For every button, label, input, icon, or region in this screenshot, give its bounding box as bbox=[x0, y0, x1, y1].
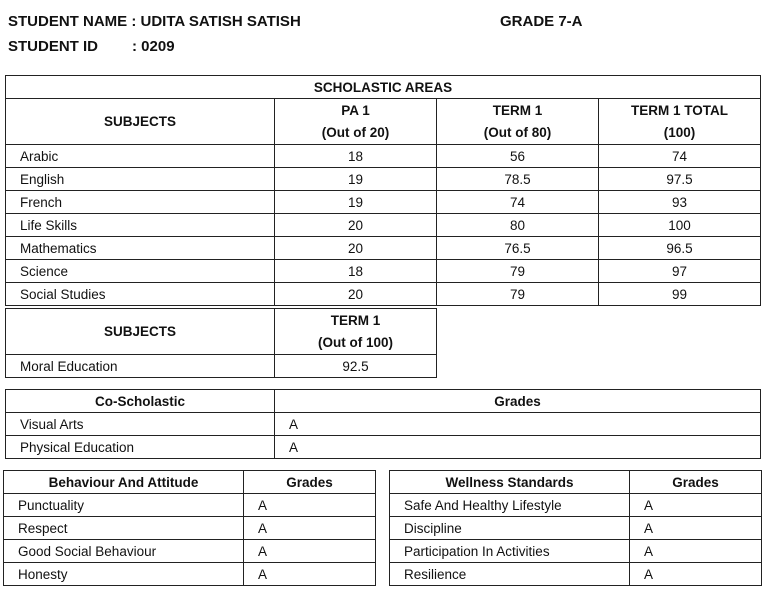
co-scholastic-table bbox=[5, 389, 761, 459]
co-scholastic-header: Co-Scholastic bbox=[6, 390, 275, 413]
subject-name: Science bbox=[6, 260, 275, 283]
moral-term-header bbox=[275, 309, 437, 355]
subject-name: Arabic bbox=[6, 145, 275, 168]
wellness-grade: A bbox=[630, 540, 762, 563]
subject-name: Social Studies bbox=[6, 283, 275, 306]
wellness-grade: A bbox=[630, 517, 762, 540]
scholastic-table bbox=[5, 75, 761, 306]
pa1-score: 20 bbox=[275, 283, 437, 306]
activity-name: Visual Arts bbox=[6, 413, 275, 436]
wellness-name: Safe And Healthy Lifestyle bbox=[390, 494, 630, 517]
wellness-row bbox=[390, 540, 762, 563]
behaviour-grade: A bbox=[244, 540, 376, 563]
grade-label: GRADE 7-A bbox=[500, 13, 583, 30]
subject-name: French bbox=[6, 191, 275, 214]
moral-term-title: TERM 1 bbox=[330, 312, 381, 328]
pa1-subtitle: (Out of 20) bbox=[321, 124, 390, 140]
subject-row bbox=[6, 283, 761, 306]
total-title: TERM 1 TOTAL bbox=[631, 102, 728, 118]
behaviour-name: Punctuality bbox=[4, 494, 244, 517]
wellness-name: Participation In Activities bbox=[390, 540, 630, 563]
moral-table bbox=[5, 308, 437, 378]
activity-grade: A bbox=[275, 436, 761, 459]
behaviour-row bbox=[4, 517, 376, 540]
behaviour-grades-header: Grades bbox=[244, 471, 376, 494]
behaviour-table bbox=[3, 470, 376, 586]
subject-name: Mathematics bbox=[6, 237, 275, 260]
co-scholastic-row bbox=[6, 436, 761, 459]
wellness-header: Wellness Standards bbox=[390, 471, 630, 494]
moral-term-subtitle: (Out of 100) bbox=[317, 334, 393, 350]
pa1-score: 19 bbox=[275, 168, 437, 191]
wellness-table bbox=[389, 470, 762, 586]
term1-score: 78.5 bbox=[437, 168, 599, 191]
term1-score: 76.5 bbox=[437, 237, 599, 260]
pa1-score: 19 bbox=[275, 191, 437, 214]
subjects-header: SUBJECTS bbox=[6, 99, 275, 145]
co-scholastic-row bbox=[6, 413, 761, 436]
wellness-grades-header: Grades bbox=[630, 471, 762, 494]
behaviour-row bbox=[4, 540, 376, 563]
pa1-title: PA 1 bbox=[341, 102, 370, 118]
moral-score: 92.5 bbox=[275, 355, 437, 378]
pa1-score: 18 bbox=[275, 260, 437, 283]
behaviour-grade: A bbox=[244, 563, 376, 586]
subject-name: Life Skills bbox=[6, 214, 275, 237]
behaviour-header: Behaviour And Attitude bbox=[4, 471, 244, 494]
subject-row bbox=[6, 168, 761, 191]
subject-row bbox=[6, 145, 761, 168]
moral-subjects-header: SUBJECTS bbox=[6, 309, 275, 355]
wellness-row bbox=[390, 494, 762, 517]
total-score: 97.5 bbox=[599, 168, 761, 191]
subject-row bbox=[6, 237, 761, 260]
behaviour-grade: A bbox=[244, 517, 376, 540]
student-name: STUDENT NAME : UDITA SATISH SATISH bbox=[8, 13, 301, 30]
wellness-grade: A bbox=[630, 494, 762, 517]
pa1-score: 18 bbox=[275, 145, 437, 168]
total-score: 74 bbox=[599, 145, 761, 168]
wellness-row bbox=[390, 563, 762, 586]
term1-score: 74 bbox=[437, 191, 599, 214]
activity-name: Physical Education bbox=[6, 436, 275, 459]
behaviour-grade: A bbox=[244, 494, 376, 517]
student-id-label: STUDENT ID bbox=[8, 38, 98, 55]
pa1-score: 20 bbox=[275, 237, 437, 260]
behaviour-name: Respect bbox=[4, 517, 244, 540]
total-subtitle: (100) bbox=[663, 124, 696, 140]
wellness-name: Resilience bbox=[390, 563, 630, 586]
term1-score: 56 bbox=[437, 145, 599, 168]
subject-row bbox=[6, 260, 761, 283]
wellness-grade: A bbox=[630, 563, 762, 586]
term1-score: 79 bbox=[437, 283, 599, 306]
term1-score: 79 bbox=[437, 260, 599, 283]
pa1-score: 20 bbox=[275, 214, 437, 237]
total-score: 99 bbox=[599, 283, 761, 306]
pa1-header bbox=[275, 99, 437, 145]
scholastic-title: SCHOLASTIC AREAS bbox=[6, 76, 761, 99]
co-scholastic-grades-header: Grades bbox=[275, 390, 761, 413]
subject-row bbox=[6, 214, 761, 237]
total-header bbox=[599, 99, 761, 145]
behaviour-name: Honesty bbox=[4, 563, 244, 586]
total-score: 100 bbox=[599, 214, 761, 237]
behaviour-row bbox=[4, 494, 376, 517]
term1-score: 80 bbox=[437, 214, 599, 237]
total-score: 97 bbox=[599, 260, 761, 283]
activity-grade: A bbox=[275, 413, 761, 436]
total-score: 93 bbox=[599, 191, 761, 214]
term1-header bbox=[437, 99, 599, 145]
total-score: 96.5 bbox=[599, 237, 761, 260]
term1-subtitle: (Out of 80) bbox=[483, 124, 552, 140]
moral-subject: Moral Education bbox=[6, 355, 275, 378]
student-id-value: : 0209 bbox=[132, 38, 175, 55]
subject-row bbox=[6, 191, 761, 214]
term1-title: TERM 1 bbox=[492, 102, 543, 118]
wellness-name: Discipline bbox=[390, 517, 630, 540]
wellness-row bbox=[390, 517, 762, 540]
behaviour-row bbox=[4, 563, 376, 586]
behaviour-name: Good Social Behaviour bbox=[4, 540, 244, 563]
subject-name: English bbox=[6, 168, 275, 191]
